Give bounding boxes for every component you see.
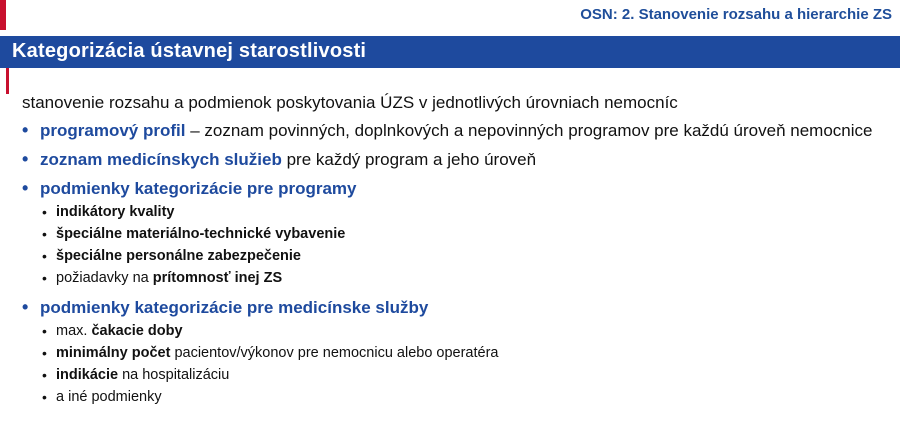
item-text: pre každý program a jeho úroveň [281,150,537,169]
sub-list-item [40,364,890,386]
bullet-icon: • [22,178,29,198]
sub-item-strong: indikátory kvality [56,204,175,220]
bullet-icon: • [22,297,29,317]
main-bullet-list [20,120,890,408]
intro-text: stanovenie rozsahu a podmienok poskytovania ÚZS v jednotlivých úrovniach nemocníc [22,93,678,112]
item-key: programový profil [40,121,186,140]
sub-bullet-list [40,201,890,289]
sub-list-item [40,223,890,245]
sub-item-strong: špeciálne materiálno-technické vybavenie [56,226,346,242]
sub-item-pre: a iné podmienky [56,389,162,405]
item-key: podmienky kategorizácie pre programy [40,179,357,198]
sub-item-strong: čakacie doby [91,323,183,339]
slide-content [20,92,890,416]
slide-title: Kategorizácia ústavnej starostlivosti [12,40,367,62]
sub-list-item [40,320,890,342]
item-text: – zoznam povinných, doplnkových a nepovinných programov pre každú úroveň nemocnice [185,121,873,140]
section-title: OSN: 2. Stanovenie rozsahu a hierarchie ZS [580,6,892,23]
sub-bullet-list [40,320,890,408]
sub-item-strong: prítomnosť inej ZS [152,270,283,286]
sub-item-strong: špeciálne personálne zabezpečenie [56,248,301,264]
sub-list-item [40,386,890,408]
sub-bullet-icon: • [42,389,47,405]
bullet-icon: • [22,120,29,140]
sub-list-item [40,342,890,364]
list-item [20,120,890,141]
sub-item-strong: indikácie [56,367,119,383]
sub-item-strong: minimálny počet [56,345,171,361]
sub-bullet-icon: • [42,323,47,339]
red-accent-bar [0,0,6,30]
sub-item-plain: pacientov/výkonov pre nemocnicu alebo operatéra [170,345,499,361]
list-item [20,178,890,289]
sub-bullet-icon: • [42,204,47,220]
sub-bullet-icon: • [42,345,47,361]
sub-list-item [40,201,890,223]
sub-bullet-icon: • [42,270,47,286]
list-item [20,149,890,170]
title-bar [0,36,900,68]
bullet-icon: • [22,149,29,169]
sub-bullet-icon: • [42,226,47,242]
item-key: podmienky kategorizácie pre medicínske služby [40,298,429,317]
sub-bullet-icon: • [42,367,47,383]
sub-item-pre: požiadavky na [56,270,153,286]
red-marker [6,68,9,94]
sub-list-item [40,267,890,289]
sub-bullet-icon: • [42,248,47,264]
sub-item-plain: na hospitalizáciu [118,367,230,383]
sub-list-item [40,245,890,267]
item-key: zoznam medicínskych služieb [40,150,282,169]
list-item [20,297,890,408]
sub-item-pre: max. [56,323,92,339]
